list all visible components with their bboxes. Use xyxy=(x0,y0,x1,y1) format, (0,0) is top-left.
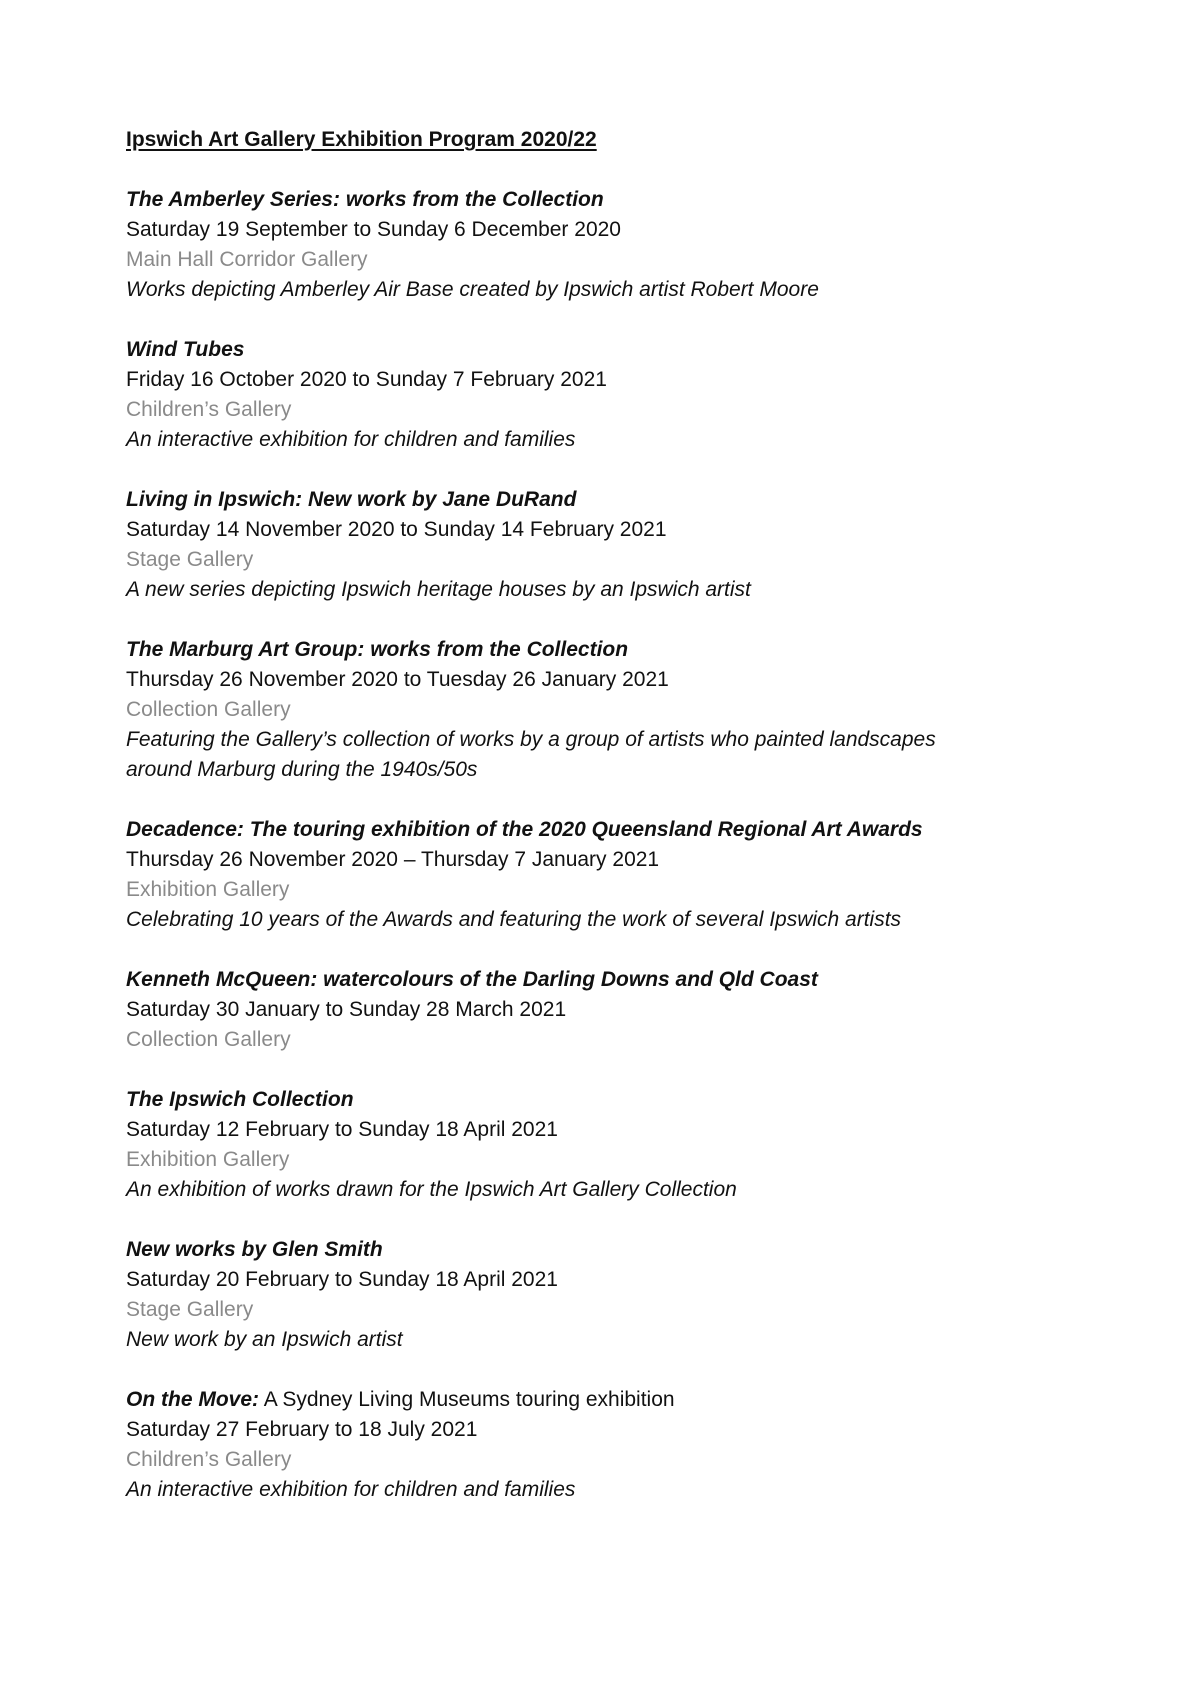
exhibition-dates: Friday 16 October 2020 to Sunday 7 February 2021 xyxy=(126,368,607,391)
exhibition-venue: Exhibition Gallery xyxy=(126,1148,290,1171)
exhibition-entry xyxy=(126,965,1126,1055)
exhibition-venue: Children’s Gallery xyxy=(126,398,292,421)
exhibition-description-continued: around Marburg during the 1940s/50s xyxy=(126,758,478,781)
exhibition-description: Featuring the Gallery’s collection of works by a group of artists who painted landscapes xyxy=(126,728,936,751)
exhibition-title: On the Move: xyxy=(126,1388,260,1411)
exhibition-dates: Saturday 20 February to Sunday 18 April 2021 xyxy=(126,1268,558,1291)
exhibition-dates: Saturday 30 January to Sunday 28 March 2021 xyxy=(126,998,567,1021)
exhibition-entry xyxy=(126,185,1126,305)
exhibition-entry xyxy=(126,635,1126,785)
exhibition-venue: Exhibition Gallery xyxy=(126,878,290,901)
exhibition-title: Wind Tubes xyxy=(126,338,245,361)
exhibition-title: Decadence: The touring exhibition of the 2020 Queensland Regional Art Awards xyxy=(126,818,923,841)
document-title: Ipswich Art Gallery Exhibition Program 2020/22 xyxy=(126,128,597,151)
exhibition-venue: Collection Gallery xyxy=(126,1028,291,1051)
exhibition-title: New works by Glen Smith xyxy=(126,1238,383,1261)
exhibition-dates: Saturday 14 November 2020 to Sunday 14 February 2021 xyxy=(126,518,667,541)
exhibition-entry xyxy=(126,1385,1126,1505)
exhibition-description: Works depicting Amberley Air Base created by Ipswich artist Robert Moore xyxy=(126,278,819,301)
exhibition-dates: Thursday 26 November 2020 – Thursday 7 January 2021 xyxy=(126,848,660,871)
exhibition-description: A new series depicting Ipswich heritage houses by an Ipswich artist xyxy=(126,578,751,601)
exhibition-venue: Stage Gallery xyxy=(126,1298,254,1321)
exhibition-description: New work by an Ipswich artist xyxy=(126,1328,403,1351)
exhibition-description: An interactive exhibition for children and families xyxy=(126,1478,576,1501)
exhibition-title: The Marburg Art Group: works from the Collection xyxy=(126,638,629,661)
exhibition-venue: Main Hall Corridor Gallery xyxy=(126,248,368,271)
exhibition-venue: Stage Gallery xyxy=(126,548,254,571)
exhibition-venue: Children’s Gallery xyxy=(126,1448,292,1471)
exhibition-title: Living in Ipswich: New work by Jane DuRand xyxy=(126,488,577,511)
exhibition-subtitle: A Sydney Living Museums touring exhibition xyxy=(259,1388,675,1411)
exhibition-entry xyxy=(126,815,1126,935)
exhibition-description: An interactive exhibition for children and families xyxy=(126,428,576,451)
exhibition-description: An exhibition of works drawn for the Ipswich Art Gallery Collection xyxy=(126,1178,737,1201)
exhibition-entry xyxy=(126,485,1126,605)
exhibition-title: Kenneth McQueen: watercolours of the Darling Downs and Qld Coast xyxy=(126,968,818,991)
exhibition-dates: Saturday 12 February to Sunday 18 April 2021 xyxy=(126,1118,558,1141)
document-page xyxy=(126,125,1126,1535)
exhibition-dates: Saturday 19 September to Sunday 6 December 2020 xyxy=(126,218,621,241)
exhibition-venue: Collection Gallery xyxy=(126,698,291,721)
exhibition-title: The Amberley Series: works from the Collection xyxy=(126,188,604,211)
exhibition-dates: Thursday 26 November 2020 to Tuesday 26 January 2021 xyxy=(126,668,669,691)
exhibition-entry xyxy=(126,1085,1126,1205)
exhibition-dates: Saturday 27 February to 18 July 2021 xyxy=(126,1418,478,1441)
exhibition-title: The Ipswich Collection xyxy=(126,1088,354,1111)
exhibition-entry xyxy=(126,335,1126,455)
exhibition-description: Celebrating 10 years of the Awards and featuring the work of several Ipswich artists xyxy=(126,908,902,931)
exhibition-entry xyxy=(126,1235,1126,1355)
